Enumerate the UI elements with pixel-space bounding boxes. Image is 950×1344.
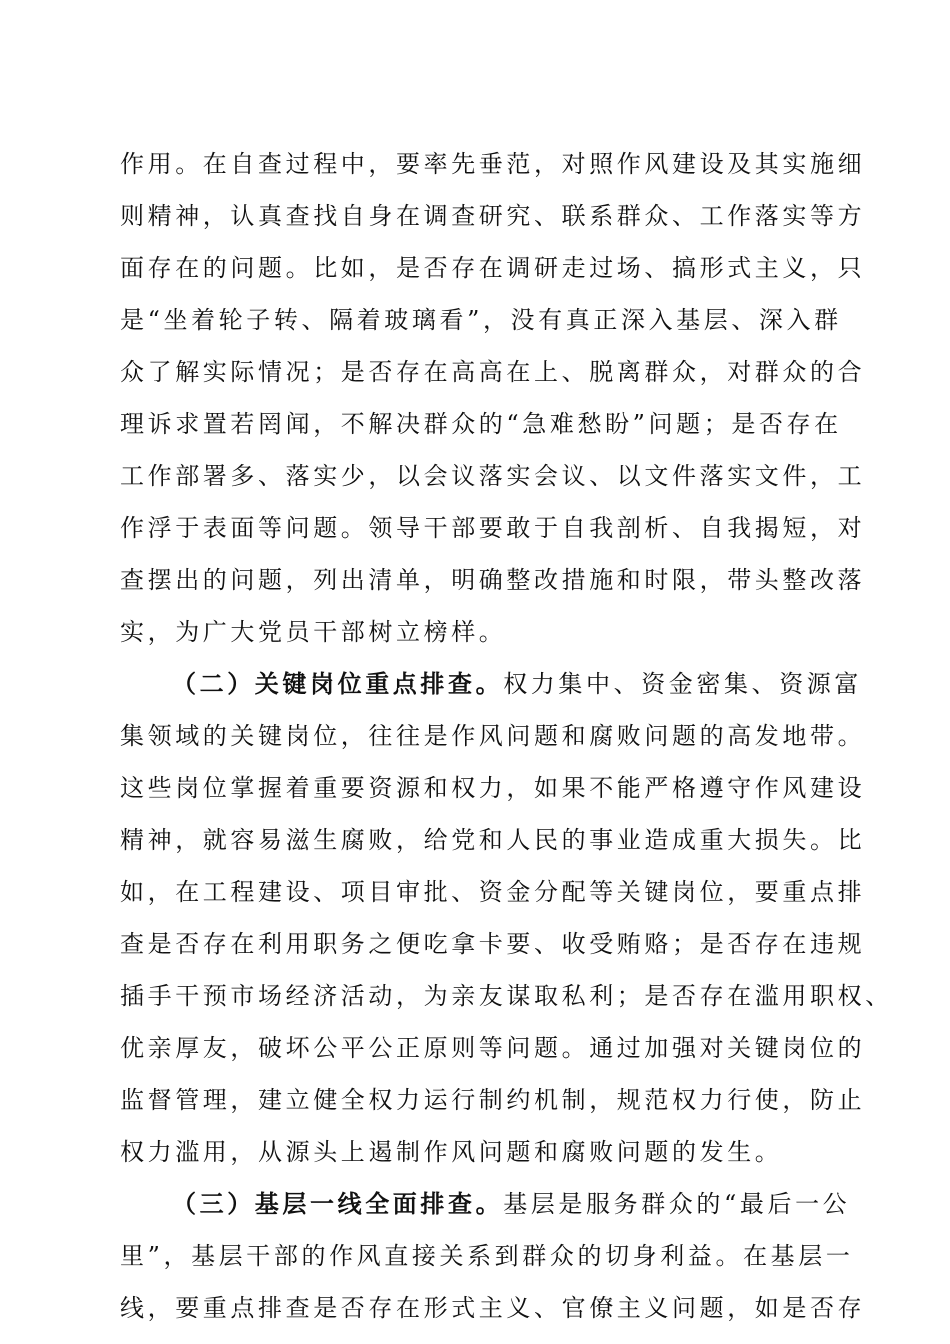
text-line: 集领域的关键岗位，往往是作风问题和腐败问题的高发地带。 (120, 722, 866, 750)
text-line: 查摆出的问题，列出清单，明确整改措施和时限，带头整改落 (120, 566, 866, 594)
text-line: 权力滥用，从源头上遏制作风问题和腐败问题的发生。 (120, 1138, 783, 1166)
text-line: 精神，就容易滋生腐败，给党和人民的事业造成重大损失。比 (120, 826, 866, 854)
paragraph-first-line (120, 658, 863, 710)
text-line: 插手干预市场经济活动，为亲友谋取私利；是否存在滥用职权、 (120, 982, 893, 1010)
paragraph-3 (120, 1178, 866, 1334)
section-heading: （二）关键岗位重点排查。 (172, 669, 504, 698)
text-line: 作浮于表面等问题。领导干部要敢于自我剖析、自我揭短，对 (120, 514, 866, 542)
text-span: 基层是服务群众的“最后一公 (503, 1190, 851, 1218)
paragraph-1 (120, 138, 866, 658)
paragraph-first-line (120, 1178, 851, 1230)
text-line: 线，要重点排查是否存在形式主义、官僚主义问题，如是否存 (120, 1294, 866, 1322)
text-span: 权力集中、资金密集、资源富 (503, 670, 863, 698)
text-line: 作用。在自查过程中，要率先垂范，对照作风建设及其实施细 (120, 150, 866, 178)
paragraph-2 (120, 658, 893, 1178)
text-line: 监督管理，建立健全权力运行制约机制，规范权力行使，防止 (120, 1086, 866, 1114)
text-line: 则精神，认真查找自身在调查研究、联系群众、工作落实等方 (120, 202, 866, 230)
section-heading: （三）基层一线全面排查。 (172, 1189, 504, 1218)
text-line: 工作部署多、落实少，以会议落实会议、以文件落实文件，工 (120, 462, 866, 490)
text-line: 这些岗位掌握着重要资源和权力，如果不能严格遵守作风建设 (120, 774, 866, 802)
text-line: 如，在工程建设、项目审批、资金分配等关键岗位，要重点排 (120, 878, 866, 906)
text-line: 是“坐着轮子转、隔着玻璃看”，没有真正深入基层、深入群 (120, 306, 842, 334)
text-line: 优亲厚友，破坏公平公正原则等问题。通过加强对关键岗位的 (120, 1034, 866, 1062)
document-body (120, 138, 893, 1334)
text-line: 查是否存在利用职务之便吃拿卡要、收受贿赂；是否存在违规 (120, 930, 866, 958)
text-line: 理诉求置若罔闻，不解决群众的“急难愁盼”问题；是否存在 (120, 410, 842, 438)
text-line: 实，为广大党员干部树立榜样。 (120, 618, 507, 646)
text-line: 面存在的问题。比如，是否存在调研走过场、搞形式主义，只 (120, 254, 866, 282)
text-line: 众了解实际情况；是否存在高高在上、脱离群众，对群众的合 (120, 358, 866, 386)
text-line: 里”，基层干部的作风直接关系到群众的切身利益。在基层一 (120, 1242, 854, 1270)
